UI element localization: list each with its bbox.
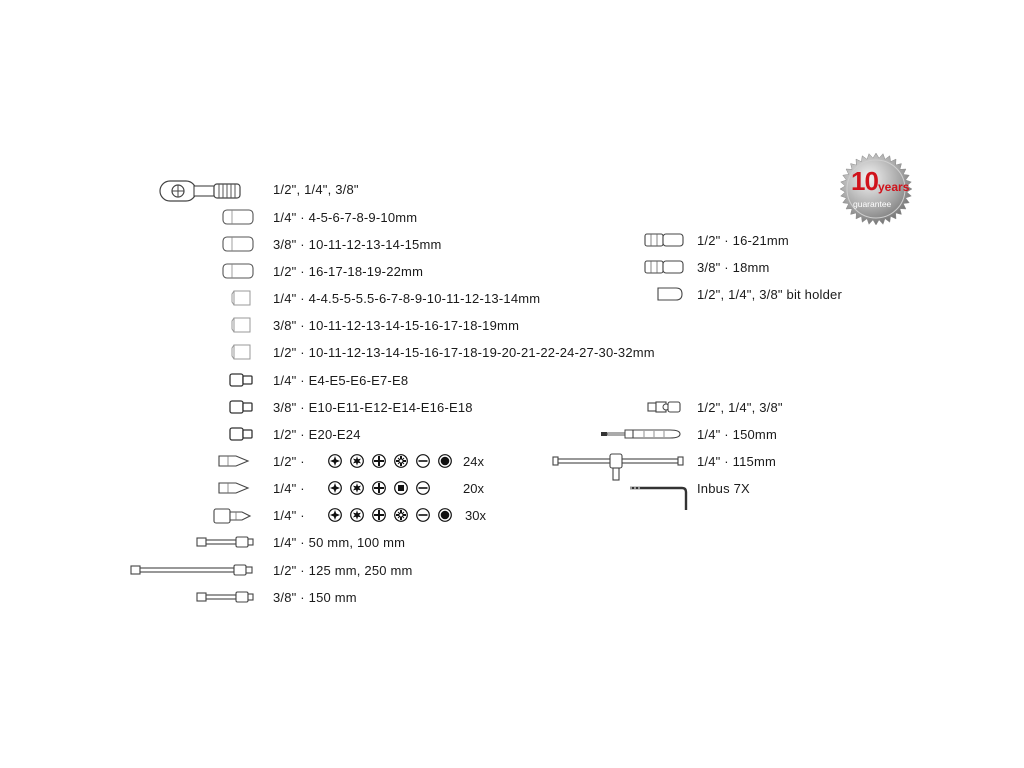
item-label: 1/2" · 125 mm, 250 mm (273, 563, 413, 578)
item-label: 1/4" · (273, 508, 305, 523)
badge-number: 10 (851, 166, 878, 196)
phillips-bit-icon (372, 454, 386, 473)
list-item (644, 257, 884, 279)
list-item (158, 179, 658, 201)
list-item (222, 207, 722, 229)
list-item (196, 587, 596, 609)
phillips-bit-icon (372, 481, 386, 500)
square-bit-icon (394, 481, 408, 500)
torx-bit-icon (328, 481, 342, 500)
short-extension-icon (196, 587, 256, 607)
socket-icon (230, 288, 254, 308)
item-label: 3/8" · E10-E11-E12-E14-E16-E18 (273, 400, 473, 415)
bit-holder-icon (656, 284, 686, 304)
slotted-bit-icon (416, 454, 430, 473)
spark-plug-socket-icon (644, 257, 688, 277)
torx-bit-icon (350, 454, 364, 473)
badge-caption: guarantee (853, 199, 892, 209)
list-item (230, 315, 730, 337)
item-label: 1/2", 1/4", 3/8" (697, 400, 783, 415)
long-extension-icon (130, 560, 256, 580)
item-label: 1/2" · 10-11-12-13-14-15-16-17-18-19-20-21-22-24-27-30-32mm (273, 345, 655, 360)
list-item (626, 478, 866, 500)
bit-count: 24x (463, 454, 484, 469)
item-label: 3/8" · 10-11-12-13-14-15mm (273, 237, 442, 252)
item-label: 1/2", 1/4", 3/8" (273, 182, 359, 197)
bit-icon (218, 478, 252, 498)
torx-bit-icon (328, 508, 342, 527)
bit-count: 30x (465, 508, 486, 523)
list-item (230, 342, 750, 364)
list-item (230, 288, 730, 310)
list-item (218, 478, 518, 500)
short-extension-icon (196, 532, 256, 552)
torx-bit-icon (350, 508, 364, 527)
pozidriv-bit-icon (394, 508, 408, 527)
pozidriv-bit-icon (394, 454, 408, 473)
item-label: 1/4" · 4-4.5-5-5.5-6-7-8-9-10-11-12-13-14mm (273, 291, 541, 306)
item-label: 3/8" · 150 mm (273, 590, 357, 605)
bit-icon (218, 451, 252, 471)
list-item (646, 397, 886, 419)
list-item (644, 230, 884, 252)
torx-bit-icon (328, 454, 342, 473)
list-item (130, 560, 530, 582)
list-item (600, 424, 860, 446)
item-label: 1/4" · 4-5-6-7-8-9-10mm (273, 210, 418, 225)
bit-count: 20x (463, 481, 484, 496)
item-label: 1/4" · 150mm (697, 427, 777, 442)
bit-holder-adapter-icon (212, 505, 252, 527)
phillips-bit-icon (372, 508, 386, 527)
item-label: Inbus 7X (697, 481, 750, 496)
hex-bit-icon (438, 454, 452, 473)
item-label: 1/2" · 16-21mm (697, 233, 789, 248)
hex-key-icon (626, 478, 690, 514)
list-item (212, 505, 512, 527)
deep-socket-icon (222, 261, 258, 281)
torx-socket-icon (228, 397, 254, 417)
deep-socket-icon (222, 207, 258, 227)
list-item (552, 451, 872, 473)
universal-joint-icon (646, 397, 686, 417)
item-label: 1/4" · (273, 481, 305, 496)
list-item (228, 370, 728, 392)
item-label: 1/4" · E4-E5-E6-E7-E8 (273, 373, 409, 388)
ratchet-icon (158, 179, 258, 203)
slotted-bit-icon (416, 508, 430, 527)
list-item (196, 532, 596, 554)
screwdriver-handle-icon (600, 424, 686, 444)
item-label: 1/2" · 16-17-18-19-22mm (273, 264, 424, 279)
item-label: 1/2" · E20-E24 (273, 427, 361, 442)
item-label: 1/4" · 50 mm, 100 mm (273, 535, 406, 550)
torx-bit-icon (350, 481, 364, 500)
item-label: 3/8" · 18mm (697, 260, 770, 275)
socket-icon (230, 315, 254, 335)
badge-years: years (878, 180, 910, 194)
list-item (656, 284, 916, 306)
list-item (218, 451, 518, 473)
item-label: 1/4" · 115mm (697, 454, 777, 469)
hex-bit-icon (438, 508, 452, 527)
torx-socket-icon (228, 370, 254, 390)
spark-plug-socket-icon (644, 230, 688, 250)
slotted-bit-icon (416, 481, 430, 500)
item-label: 1/2" · (273, 454, 305, 469)
socket-icon (230, 342, 254, 362)
item-label: 1/2", 1/4", 3/8" bit holder (697, 287, 842, 302)
item-label: 3/8" · 10-11-12-13-14-15-16-17-18-19mm (273, 318, 520, 333)
deep-socket-icon (222, 234, 258, 254)
torx-socket-icon (228, 424, 254, 444)
guarantee-badge (839, 152, 913, 226)
